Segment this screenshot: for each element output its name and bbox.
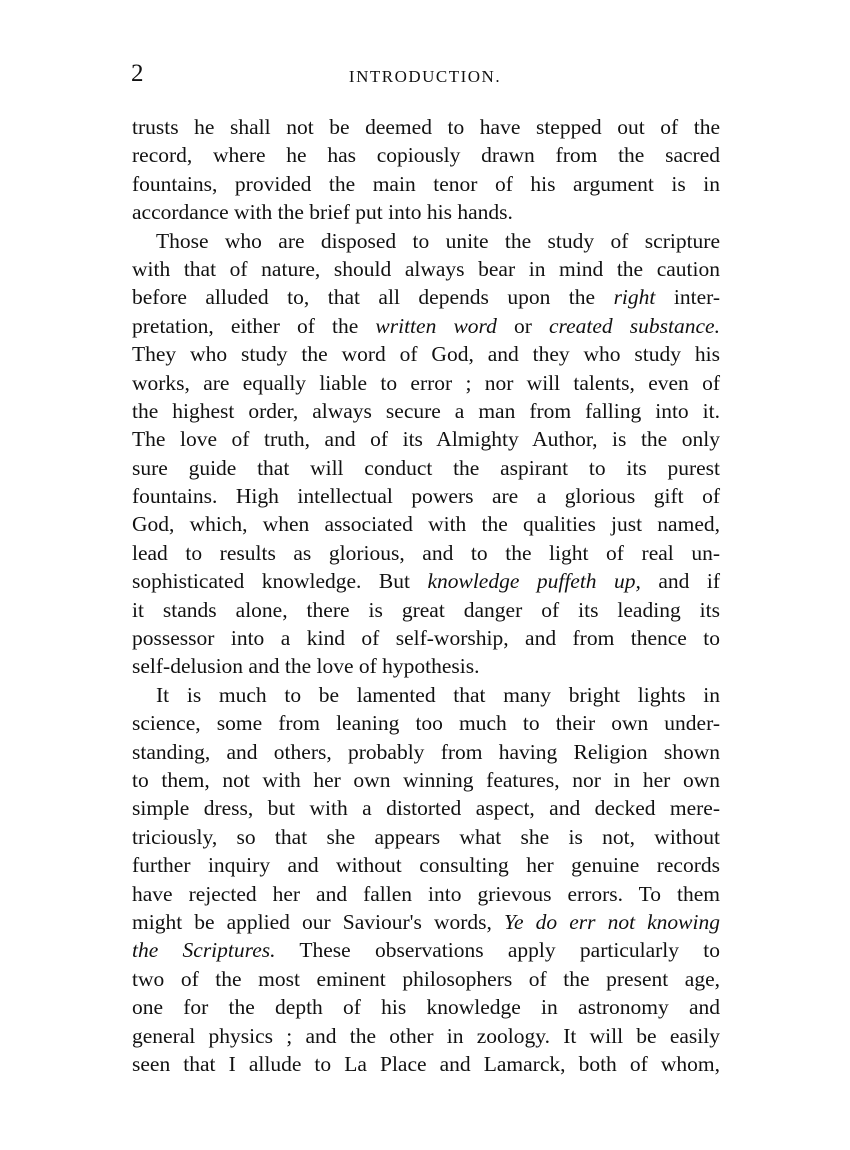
page-number: 2 (131, 60, 144, 87)
text-line (132, 198, 720, 226)
text-segment: Those who are disposed to unite the study of scripture (156, 228, 720, 253)
text-segment: lead to results as glorious, and to the light of real un- (132, 540, 720, 565)
text-segment: The love of truth, and of its Almighty Author, is the only (132, 427, 720, 452)
text-segment: It is much to be lamented that many bright lights in (156, 682, 720, 707)
text-line (132, 596, 720, 624)
text-segment: triciously, so that she appears what she is not, without (132, 824, 720, 849)
text-line (132, 141, 720, 169)
text-line (132, 510, 720, 538)
text-line (132, 312, 720, 340)
text-segment: sophisticated knowledge. But (132, 569, 428, 594)
text-segment: to them, not with her own winning features, nor in her own (132, 767, 720, 792)
text-line (132, 624, 720, 652)
italic-text: the Scriptures. (132, 938, 276, 963)
text-segment: might be applied our Saviour's words, (132, 909, 504, 934)
text-line (132, 880, 720, 908)
text-segment: record, where he has copiously drawn from the sacred (132, 143, 720, 168)
text-line (132, 823, 720, 851)
text-line (132, 567, 720, 595)
text-line (132, 539, 720, 567)
text-segment: trusts he shall not be deemed to have stepped out of the (132, 115, 720, 139)
italic-text: Ye do err not knowing (504, 909, 720, 934)
text-line (132, 936, 720, 964)
text-segment: two of the most eminent philosophers of the present age, (132, 966, 720, 991)
text-segment: before alluded to, that all depends upon the (132, 285, 614, 310)
text-segment: science, some from leaning too much to their own under- (132, 711, 720, 736)
text-line (132, 454, 720, 482)
text-line (132, 709, 720, 737)
text-line (132, 397, 720, 425)
text-segment: They who study the word of God, and they who study his (132, 342, 720, 367)
italic-text: written word (375, 313, 497, 338)
text-line (132, 766, 720, 794)
text-line (132, 113, 720, 141)
text-segment: it stands alone, there is great danger of its leading its (132, 597, 720, 622)
text-segment: standing, and others, probably from having Religion shown (132, 739, 720, 764)
text-segment: accordance with the brief put into his hands. (132, 200, 513, 225)
paragraph (132, 113, 720, 227)
text-line (132, 1050, 720, 1078)
text-line (132, 425, 720, 453)
text-segment: possessor into a kind of self-worship, and from thence to (132, 626, 720, 651)
paragraph (132, 681, 720, 1078)
text-line (132, 851, 720, 879)
text-segment: These observations apply particularly to (275, 938, 720, 963)
text-line (132, 369, 720, 397)
text-segment: with that of nature, should always bear in mind the caution (132, 256, 720, 281)
text-segment: works, are equally liable to error ; nor will talents, even of (132, 370, 720, 395)
text-segment: further inquiry and without consulting her genuine records (132, 853, 720, 878)
text-segment: the highest order, always secure a man from falling into it. (132, 398, 720, 423)
text-line (132, 908, 720, 936)
text-segment: fountains, provided the main tenor of his argument is in (132, 171, 720, 196)
text-line (132, 170, 720, 198)
text-segment: sure guide that will conduct the aspirant to its purest (132, 455, 720, 480)
text-segment: inter- (655, 285, 720, 310)
text-line (132, 738, 720, 766)
text-segment: God, which, when associated with the qualities just named, (132, 512, 720, 537)
text-segment: or (496, 313, 550, 338)
text-segment: self-delusion and the love of hypothesis. (132, 654, 480, 679)
text-segment: general physics ; and the other in zoology. It will be easily (132, 1023, 720, 1048)
text-line (132, 1022, 720, 1050)
text-segment: one for the depth of his knowledge in astronomy and (132, 995, 720, 1020)
text-segment: pretation, either of the (132, 313, 376, 338)
italic-text: knowledge puffeth up, (427, 569, 641, 594)
text-line (132, 965, 720, 993)
italic-text: right (613, 285, 656, 310)
body-text (132, 113, 720, 1078)
text-segment: seen that I allude to La Place and Lamarck, both of whom, (132, 1051, 720, 1076)
paragraph (132, 227, 720, 681)
text-segment: have rejected her and fallen into grievous errors. To them (132, 881, 720, 906)
text-segment: simple dress, but with a distorted aspect, and decked mere- (132, 796, 720, 821)
text-line (132, 681, 720, 709)
text-line (132, 993, 720, 1021)
text-segment: fountains. High intellectual powers are a glorious gift of (132, 484, 720, 509)
text-line (132, 340, 720, 368)
text-line (132, 794, 720, 822)
text-line (132, 283, 720, 311)
text-segment: and if (640, 569, 721, 594)
italic-text: created substance. (549, 313, 720, 338)
text-line (132, 255, 720, 283)
running-title: INTRODUCTION. (348, 67, 502, 86)
text-line (132, 652, 720, 680)
text-line (132, 482, 720, 510)
text-line (132, 227, 720, 255)
